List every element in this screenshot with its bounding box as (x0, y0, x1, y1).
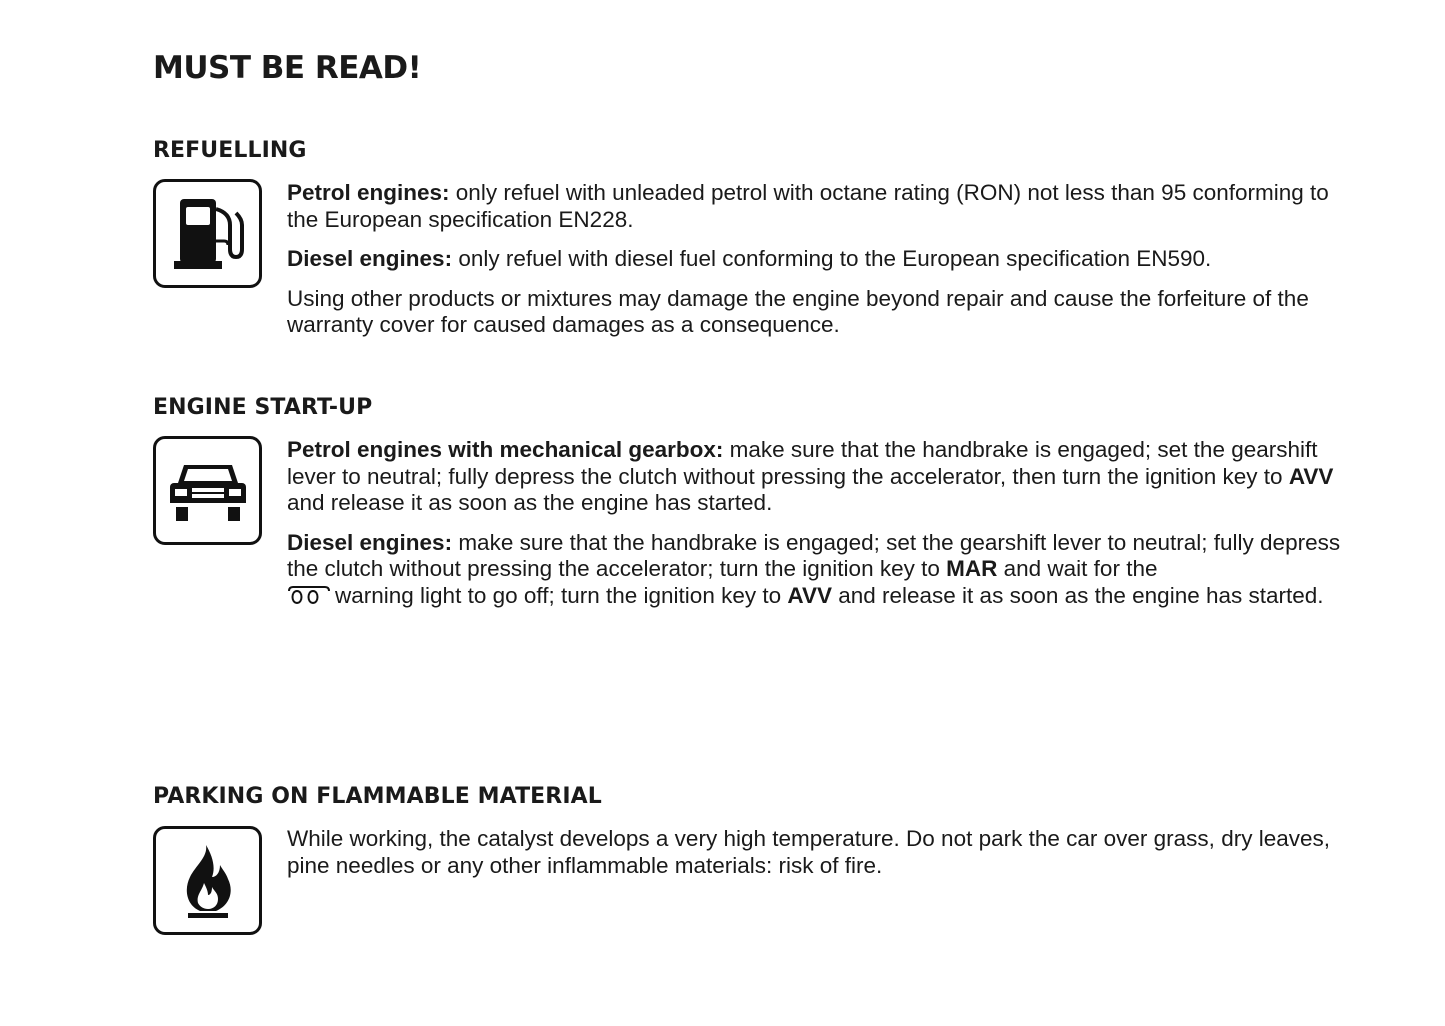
startup-petrol-text-2: and release it as soon as the engine has started. (287, 490, 773, 515)
refuelling-diesel-paragraph (287, 246, 1347, 273)
section-parking (153, 784, 1353, 954)
section-heading: REFUELLING (153, 138, 307, 163)
key-position-mar: MAR (946, 556, 998, 581)
startup-diesel-text-4: and release it as soon as the engine has started. (831, 582, 1324, 608)
engine-startup-body (287, 437, 1347, 622)
diesel-label: Diesel engines: (287, 529, 453, 555)
engine-startup-icon-box (153, 436, 262, 545)
refuelling-petrol-paragraph (287, 180, 1347, 233)
section-heading: PARKING ON FLAMMABLE MATERIAL (153, 784, 602, 809)
petrol-text: only refuel with unleaded petrol with octane rating (RON) not less than 95 conforming to the European specification EN228. (287, 180, 1329, 232)
car-front-icon (168, 459, 248, 523)
parking-icon-box (153, 826, 262, 935)
startup-diesel-text-1: make sure that the handbrake is engaged; set the gearshift lever to neutral; fully depress the clutch without pressing the accelerator; turn the ignition key to (287, 529, 1341, 581)
section-heading: ENGINE START-UP (153, 395, 373, 420)
fuel-pump-icon (172, 195, 244, 273)
glow-plug-icon (287, 585, 331, 605)
flame-icon (178, 843, 238, 919)
petrol-label: Petrol engines: (287, 180, 450, 205)
section-refuelling (153, 138, 1353, 358)
parking-body (287, 826, 1347, 892)
parking-paragraph: While working, the catalyst develops a very high temperature. Do not park the car over grass, dry leaves, pine needles or any other inflammable materials: risk of fire. (287, 826, 1330, 878)
key-position-avv-diesel: AVV (787, 582, 832, 608)
startup-diesel-text-3: warning light to go off; turn the ignition key to (335, 582, 788, 608)
section-engine-startup (153, 395, 1353, 655)
startup-diesel-paragraph (287, 530, 1347, 610)
refuelling-icon-box (153, 179, 262, 288)
page-title: MUST BE READ! (153, 50, 422, 86)
petrol-gearbox-label: Petrol engines with mechanical gearbox: (287, 437, 724, 462)
diesel-label: Diesel engines: (287, 246, 453, 271)
refuelling-warning-paragraph: Using other products or mixtures may damage the engine beyond repair and cause the forfeiture of the warranty cover for caused damages as a consequence. (287, 285, 1309, 337)
startup-diesel-text-2: and wait for the (997, 556, 1158, 581)
startup-petrol-paragraph (287, 437, 1347, 517)
refuelling-body (287, 180, 1347, 352)
diesel-text: only refuel with diesel fuel conforming to the European specification EN590. (452, 246, 1212, 271)
startup-petrol-text-1: make sure that the handbrake is engaged; set the gearshift lever to neutral; fully depress the clutch without pressing the accelerator, then turn the ignition key to (287, 437, 1318, 489)
key-position-avv: AVV (1288, 463, 1334, 489)
